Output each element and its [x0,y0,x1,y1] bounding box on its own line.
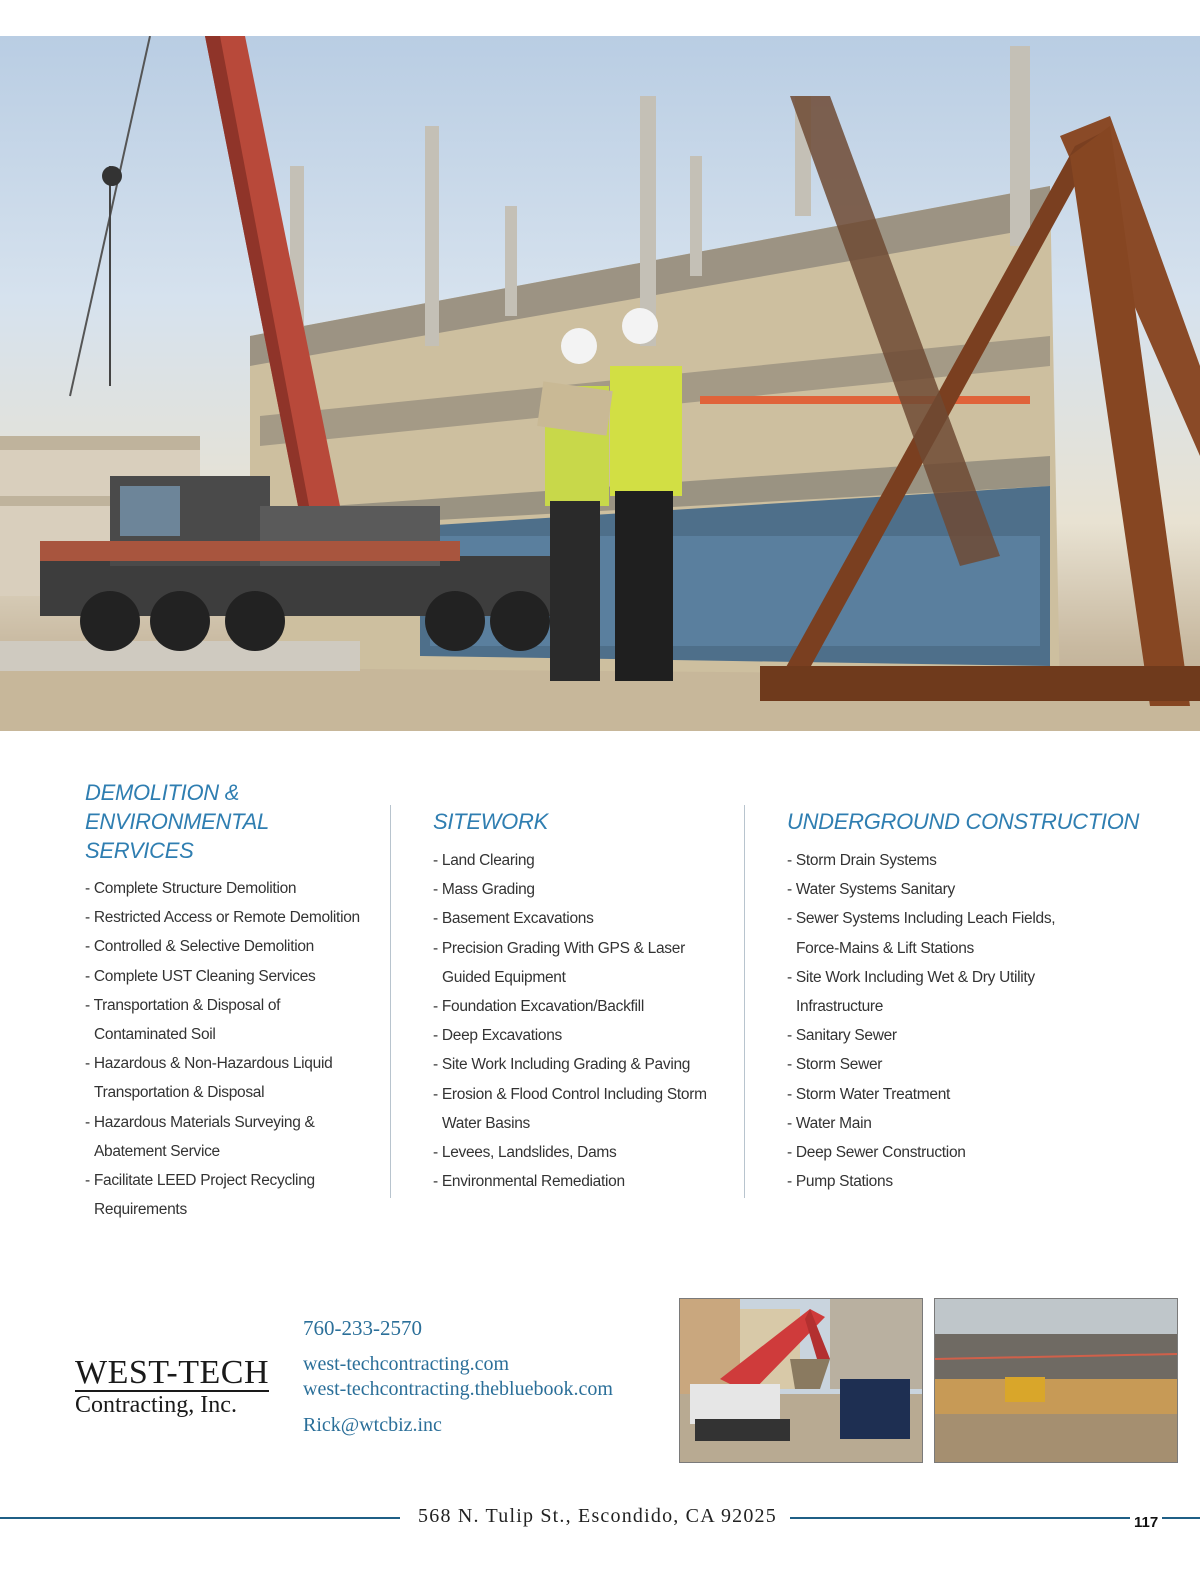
column-sitework [433,778,733,1196]
column-underground [787,778,1167,1196]
list-item: - Hazardous Materials Surveying & Abatement Service [85,1113,315,1160]
list-item: - Levees, Landslides, Dams [433,1144,617,1162]
excavation-site-photo [934,1298,1178,1463]
list-item: - Deep Sewer Construction [787,1144,966,1162]
list-item: - Site Work Including Wet & Dry Utility Infrastructure [787,968,1035,1016]
list-item: - Restricted Access or Remote Demolition [85,909,360,927]
list-item: - Foundation Excavation/Backfill [433,998,644,1016]
footer-address: 568 N. Tulip St., Escondido, CA 92025 [418,1505,777,1527]
list-item: - Mass Grading [433,881,535,899]
footer-rule-end [1162,1517,1200,1519]
service-list [85,874,375,1224]
company-logo [75,1356,280,1418]
contact-block [303,1316,613,1437]
logo-line-1: WEST-TECH [75,1354,270,1391]
column-demolition [85,778,375,1224]
list-item: - Sanitary Sewer [787,1027,897,1045]
service-list [787,846,1167,1196]
list-item: - Water Systems Sanitary [787,881,955,899]
column-divider [744,805,745,1198]
column-heading: SITEWORK [433,809,548,834]
list-item: - Deep Excavations [433,1027,562,1045]
list-item: - Storm Water Treatment [787,1085,951,1103]
logo-line-2: Contracting, Inc. [75,1392,237,1418]
list-item: - Site Work Including Grading & Paving [433,1056,691,1074]
website-link[interactable]: west-techcontracting.com [303,1353,510,1375]
list-item: - Basement Excavations [433,910,594,928]
list-item: - Environmental Remediation [433,1173,625,1191]
page-number: 117 [1134,1514,1159,1531]
list-item: - Sewer Systems Including Leach Fields, Force-Mains & Lift Stations [787,910,1056,957]
list-item: - Water Main [787,1114,872,1132]
list-item: - Controlled & Selective Demolition [85,938,314,956]
list-item: - Complete Structure Demolition [85,880,297,897]
column-heading: UNDERGROUND CONSTRUCTION [787,809,1140,834]
list-item: - Storm Sewer [787,1056,883,1074]
list-item: - Transportation & Disposal of Contaminated Soil [85,996,281,1044]
column-heading: DEMOLITION & ENVIRONMENTAL SERVICES [85,780,269,863]
footer-rule-right [790,1517,1130,1519]
column-divider [390,805,391,1198]
email-link[interactable]: Rick@wtcbiz.inc [303,1414,442,1436]
excavator-photo [679,1298,923,1463]
footer-rule-left [0,1517,400,1519]
list-item: - Pump Stations [787,1173,893,1191]
list-item: - Complete UST Cleaning Services [85,967,316,985]
bluebook-link[interactable]: west-techcontracting.thebluebook.com [303,1378,613,1400]
list-item: - Facilitate LEED Project Recycling Requirements [85,1172,315,1219]
list-item: - Erosion & Flood Control Including Storm Water Basins [433,1085,707,1132]
list-item: - Hazardous & Non-Hazardous Liquid Transportation & Disposal [85,1055,333,1102]
list-item: - Precision Grading With GPS & Laser Guided Equipment [433,939,685,986]
service-list [433,846,733,1196]
hero-photo [0,36,1200,731]
list-item: - Land Clearing [433,852,535,869]
phone-number[interactable]: 760-233-2570 [303,1316,422,1340]
list-item: - Storm Drain Systems [787,852,937,869]
